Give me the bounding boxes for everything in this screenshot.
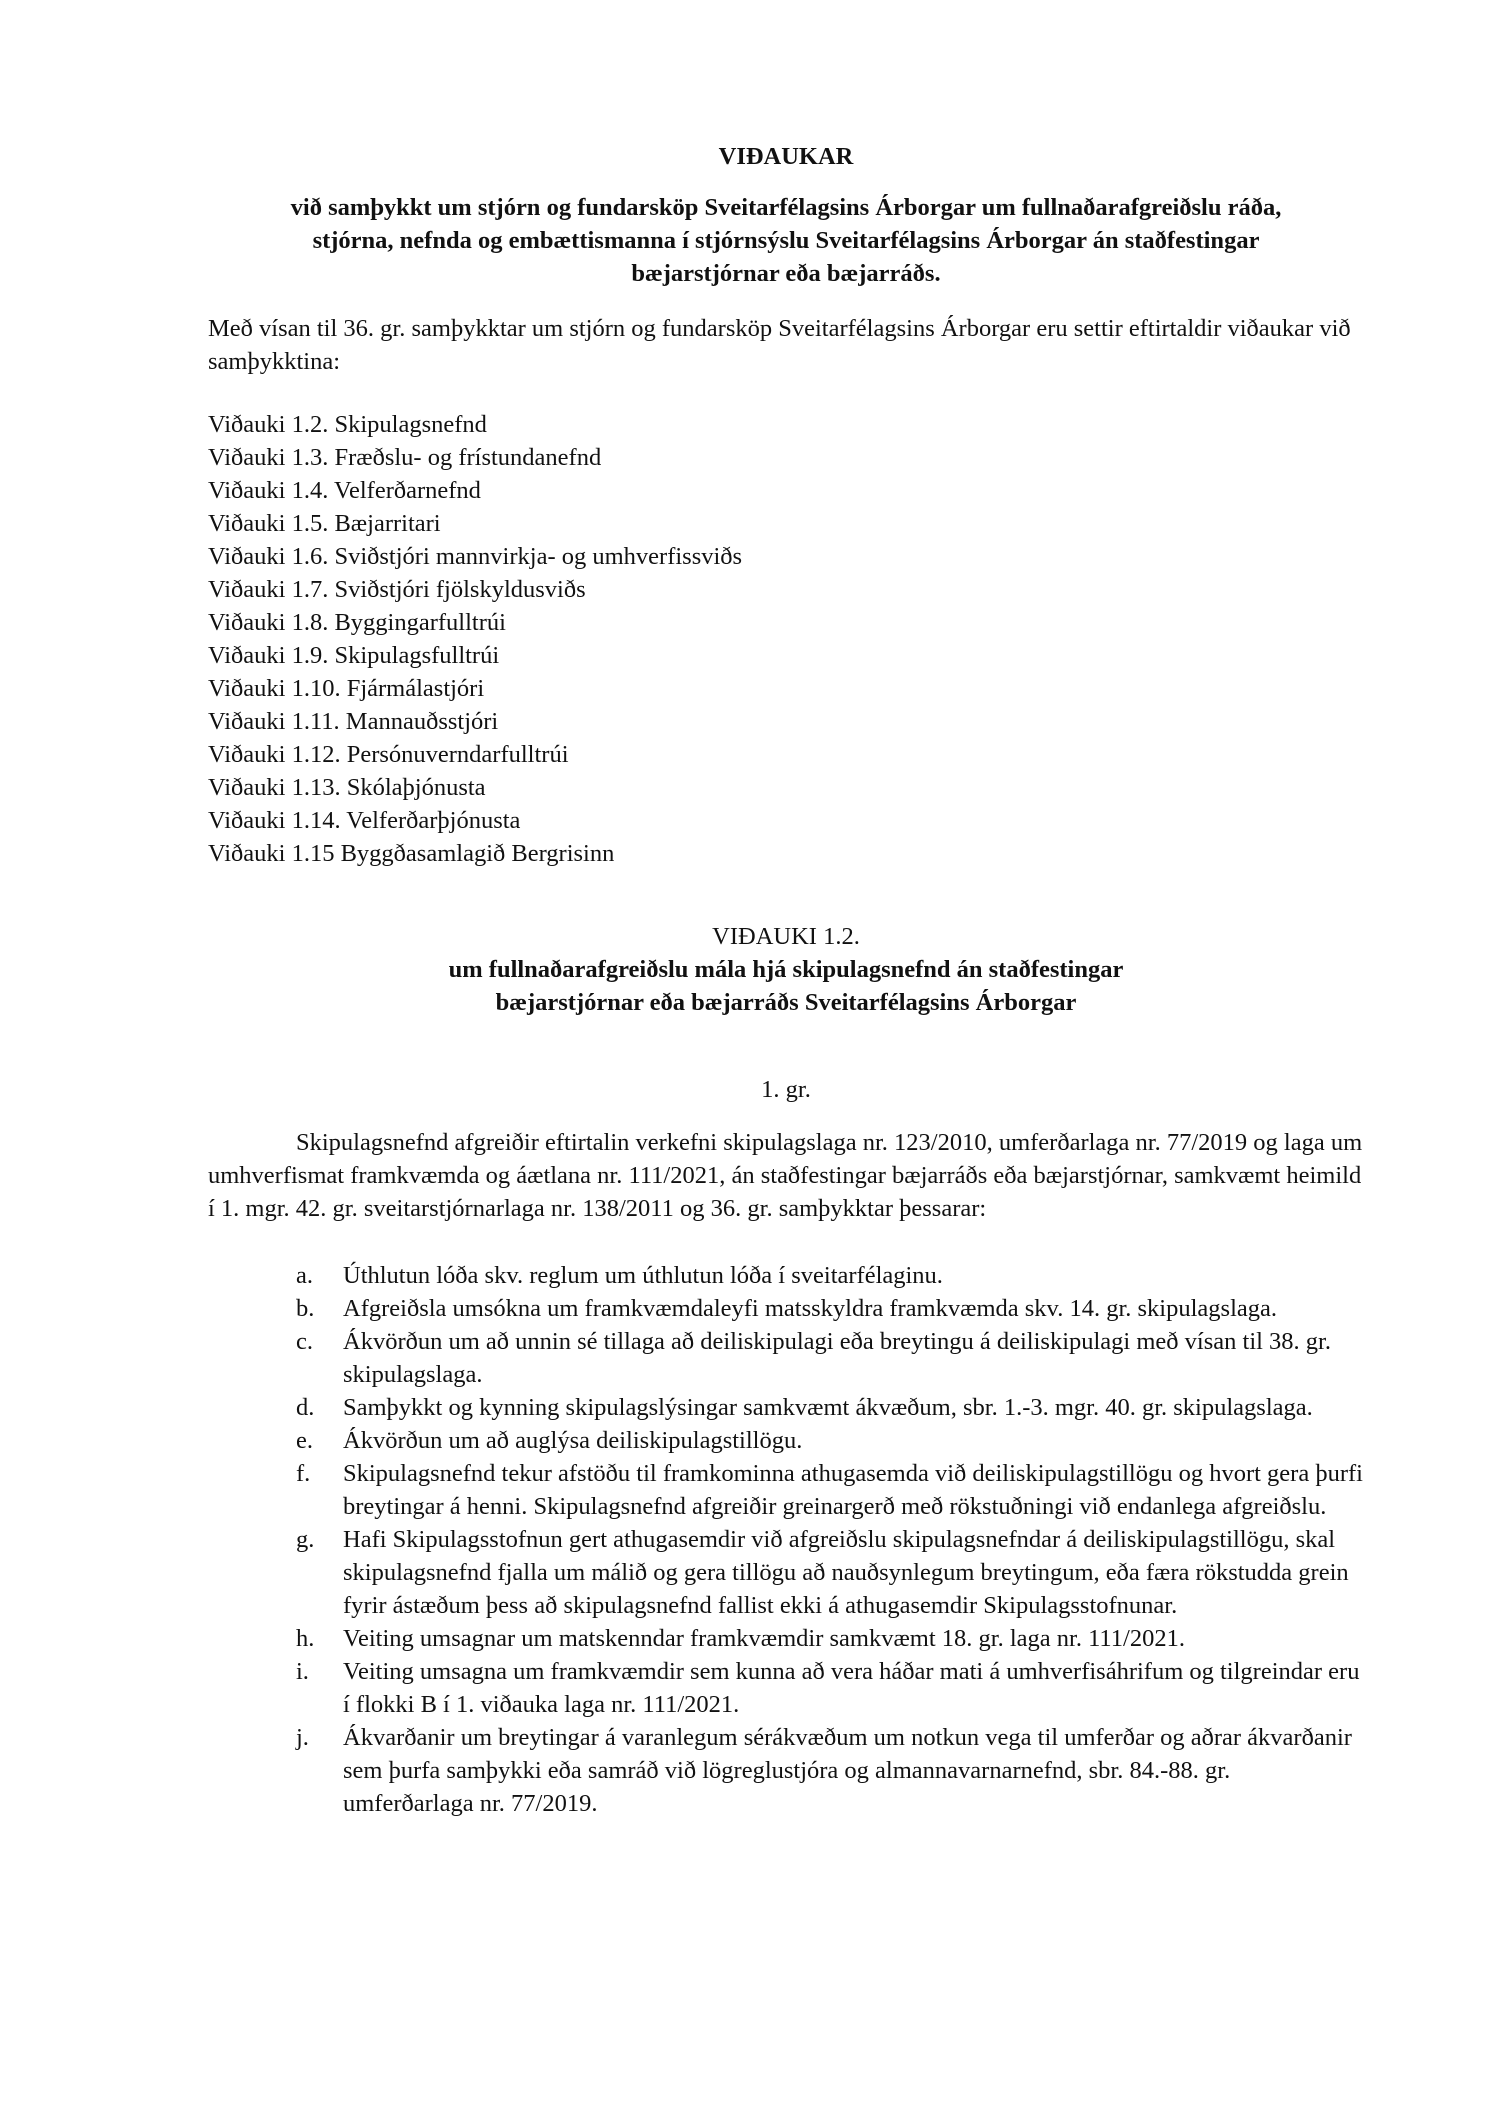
- item-text: Skipulagsnefnd tekur afstöðu til framkominna athugasemda við deiliskipulagstillögu og hvort gera þurfi breytingar á henni. Skipulagsnefnd afgreiðir greinargerð með rökstuðningi við endanlega afgreiðslu.: [343, 1460, 1363, 1520]
- annex-item: Viðauki 1.7. Sviðstjóri fjölskyldusviðs: [208, 576, 586, 603]
- annex-item: Viðauki 1.9. Skipulagsfulltrúi: [208, 642, 500, 669]
- article-item-list: [208, 1259, 1364, 1820]
- annex-item: Viðauki 1.5. Bæjarritari: [208, 510, 441, 537]
- item-text: Ákvarðanir um breytingar á varanlegum sérákvæðum um notkun vega til umferðar og aðrar ákvarðanir sem þurfa samþykki eða samráð við lögreglustjóra og almannavarnarnefnd, sbr. 84.-88. gr. umferðarlaga nr. 77/2019.: [343, 1724, 1352, 1817]
- list-item: [296, 1424, 1364, 1457]
- annex-list: [208, 408, 1364, 870]
- list-item: [296, 1457, 1364, 1523]
- annex-item: Viðauki 1.10. Fjármálastjóri: [208, 675, 485, 702]
- item-text: Veiting umsagnar um matskenndar framkvæmdir samkvæmt 18. gr. laga nr. 111/2021.: [343, 1625, 1185, 1652]
- list-item: [296, 1655, 1364, 1721]
- list-item: [296, 1292, 1364, 1325]
- item-letter: e.: [296, 1427, 313, 1454]
- item-text: Samþykkt og kynning skipulagslýsingar samkvæmt ákvæðum, sbr. 1.-3. mgr. 40. gr. skipulagslaga.: [343, 1394, 1313, 1421]
- item-letter: i.: [296, 1658, 309, 1685]
- annex-item: Viðauki 1.4. Velferðarnefnd: [208, 477, 481, 504]
- item-letter: h.: [296, 1625, 315, 1652]
- list-item: [296, 1259, 1364, 1292]
- item-letter: b.: [296, 1295, 315, 1322]
- article-number: 1. gr.: [761, 1076, 811, 1103]
- section-subheading-line2: bæjarstjórnar eða bæjarráðs Sveitarfélagsins Árborgar: [495, 989, 1077, 1016]
- document-title: VIÐAUKAR: [718, 143, 854, 170]
- annex-item: Viðauki 1.13. Skólaþjónusta: [208, 774, 486, 801]
- item-letter: d.: [296, 1394, 315, 1421]
- annex-item: Viðauki 1.6. Sviðstjóri mannvirkja- og umhverfissviðs: [208, 543, 743, 570]
- item-text: Hafi Skipulagsstofnun gert athugasemdir við afgreiðslu skipulagsnefndar á deiliskipulagstillögu, skal skipulagsnefnd fjalla um málið og gera tillögu að nauðsynlegum breytingum, eða færa rökstudda grein fyrir ástæðum þess að skipulagsnefnd fallist ekki á athugasemdir Skipulagsstofnunar.: [343, 1526, 1349, 1619]
- section-heading: VIÐAUKI 1.2.: [712, 923, 860, 950]
- annex-item: Viðauki 1.12. Persónuverndarfulltrúi: [208, 741, 569, 768]
- list-item: [296, 1721, 1364, 1820]
- item-text: Ákvörðun um að unnin sé tillaga að deiliskipulagi eða breytingu á deiliskipulagi með vísan til 38. gr. skipulagslaga.: [343, 1328, 1331, 1388]
- list-item: [296, 1622, 1364, 1655]
- list-item: [296, 1523, 1364, 1622]
- item-letter: j.: [296, 1724, 309, 1751]
- section-subheading-line1: um fullnaðarafgreiðslu mála hjá skipulagsnefnd án staðfestingar: [448, 956, 1124, 983]
- item-text: Veiting umsagna um framkvæmdir sem kunna að vera háðar mati á umhverfisáhrifum og tilgreindar eru í flokki B í 1. viðauka laga nr. 111/2021.: [343, 1658, 1360, 1718]
- annex-item: Viðauki 1.8. Byggingarfulltrúi: [208, 609, 506, 636]
- annex-item: Viðauki 1.3. Fræðslu- og frístundanefnd: [208, 444, 602, 471]
- item-letter: g.: [296, 1526, 315, 1553]
- item-text: Ákvörðun um að auglýsa deiliskipulagstillögu.: [343, 1427, 803, 1454]
- annex-item: Viðauki 1.11. Mannauðsstjóri: [208, 708, 499, 735]
- item-letter: c.: [296, 1328, 313, 1355]
- item-text: Úthlutun lóða skv. reglum um úthlutun lóða í sveitarfélaginu.: [343, 1262, 943, 1289]
- document-subtitle: við samþykkt um stjórn og fundarsköp Sveitarfélagsins Árborgar um fullnaðarafgreiðslu ráða, stjórna, nefnda og embættismanna í stjórnsýslu Sveitarfélagsins Árborgar án staðfestingar bæjarstjórnar eða bæjarráðs.: [290, 194, 1282, 287]
- item-letter: a.: [296, 1262, 313, 1289]
- annex-item: Viðauki 1.15 Byggðasamlagið Bergrisinn: [208, 840, 615, 867]
- list-item: [296, 1325, 1364, 1391]
- annex-item: Viðauki 1.14. Velferðarþjónusta: [208, 807, 521, 834]
- article-text: Skipulagsnefnd afgreiðir eftirtalin verkefni skipulagslaga nr. 123/2010, umferðarlaga nr. 77/2019 og laga um umhverfismat framkvæmda og áætlana nr. 111/2021, án staðfestingar bæjarráðs eða bæjarstjórnar, samkvæmt heimild í 1. mgr. 42. gr. sveitarstjórnarlaga nr. 138/2011 og 36. gr. samþykktar þessarar:: [208, 1129, 1363, 1222]
- item-text: Afgreiðsla umsókna um framkvæmdaleyfi matsskyldra framkvæmda skv. 14. gr. skipulagslaga.: [343, 1295, 1278, 1322]
- list-item: [296, 1391, 1364, 1424]
- item-letter: f.: [296, 1460, 311, 1487]
- document-page: [208, 140, 1364, 1820]
- annex-item: Viðauki 1.2. Skipulagsnefnd: [208, 411, 487, 438]
- intro-paragraph: Með vísan til 36. gr. samþykktar um stjórn og fundarsköp Sveitarfélagsins Árborgar eru settir eftirtaldir viðaukar við samþykktina:: [208, 315, 1351, 375]
